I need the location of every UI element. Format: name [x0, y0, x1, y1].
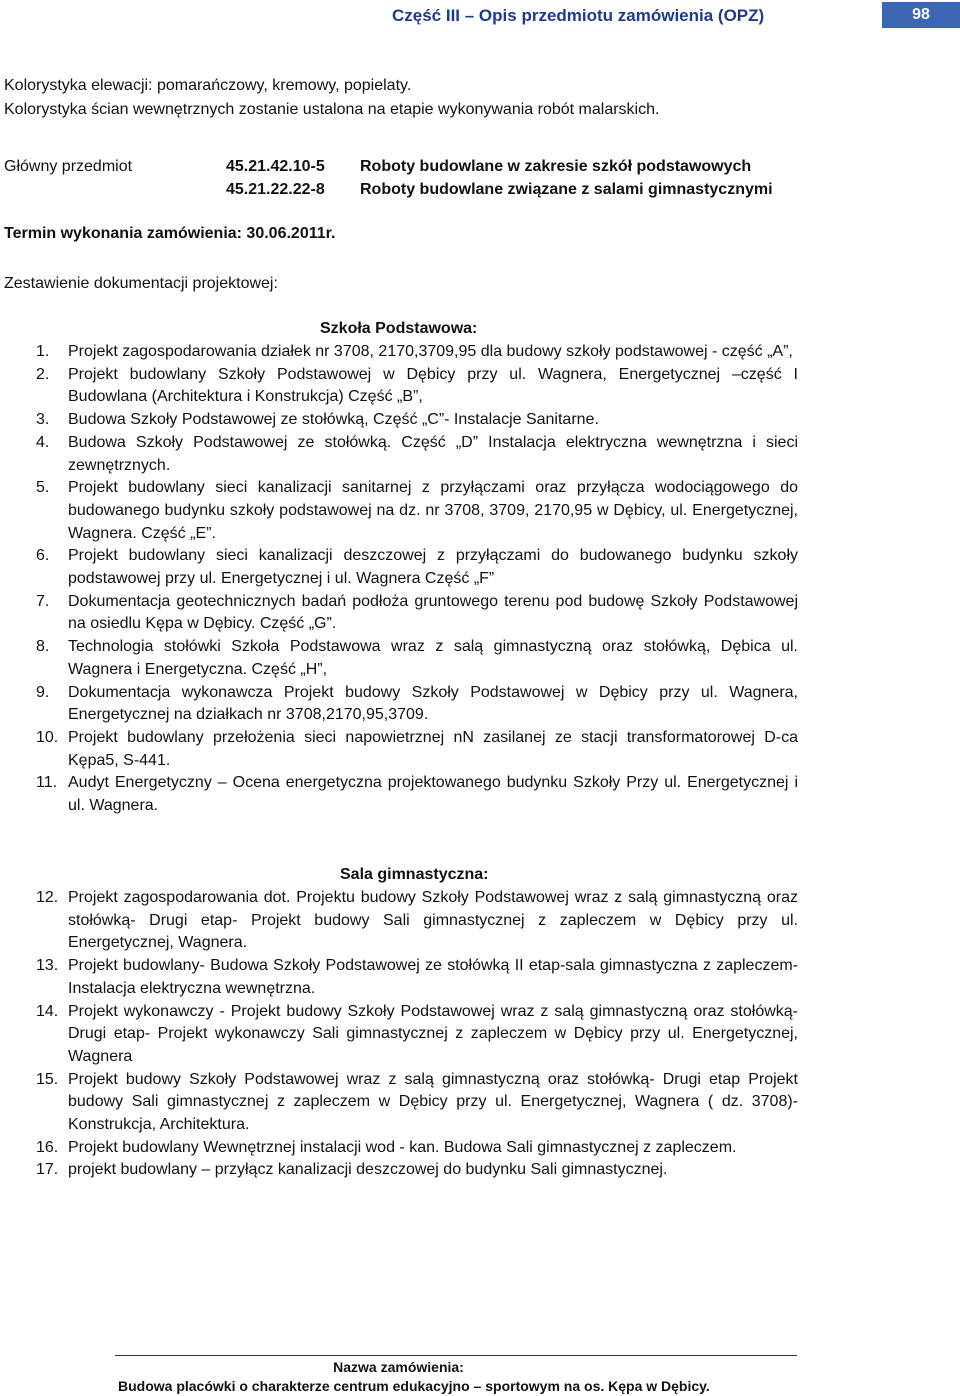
list-item [36, 772, 798, 817]
list-item-text: Projekt budowlany sieci kanalizacji deszczowej z przyłączami do budowanego budynku szkoły podstawowej przy ul. Energetycznej i ul. Wagnera Część „F” [68, 547, 798, 588]
list-item-text: Projekt wykonawczy - Projekt budowy Szkoły Podstawowej wraz z salą gimnastyczną oraz stołówką- Drugi etap- Projekt wykonawczy Sali gimnastycznej z zapleczem w Dębicy przy ul. Energetycznej, Wagnera [68, 1002, 798, 1065]
cpv-code-1: 45.21.42.10-5 [226, 158, 325, 175]
cpv-desc-1: Roboty budowlane w zakresie szkół podstawowych [360, 158, 752, 175]
list-item-text: Budowa Szkoły Podstawowej ze stołówką, Część „C”- Instalacje Sanitarne. [68, 411, 599, 429]
school-docs-list [36, 341, 798, 818]
list-item-text: Projekt zagospodarowania dot. Projektu budowy Szkoły Podstawowej wraz z salą gimnastyczną oraz stołówką- Drugi etap- Projekt budowy Sali gimnastycznej z zapleczem w Dębicy przy ul. Energetycznej, Wagnera. [68, 889, 798, 952]
list-item-text: Dokumentacja wykonawcza Projekt budowy Szkoły Podstawowej w Dębicy przy ul. Wagnera, Energetycznej na działkach nr 3708,2170,95,3709. [68, 683, 798, 724]
intro-colors-facade: Kolorystyka elewacji: pomarańczowy, kremowy, popielaty. [4, 77, 412, 94]
list-item-text: Projekt budowlany Szkoły Podstawowej w Dębicy przy ul. Wagnera, Energetycznej –część I Budowlana (Architektura i Konstrukcja) Część „B”, [68, 365, 798, 406]
cpv-desc-2: Roboty budowlane związane z salami gimnastycznymi [360, 181, 773, 198]
deadline: Termin wykonania zamówienia: 30.06.2011r. [4, 225, 336, 242]
intro-colors-walls: Kolorystyka ścian wewnętrznych zostanie ustalona na etapie wykonywania robót malarskich. [4, 101, 660, 118]
list-item-text: Audyt Energetyczny – Ocena energetyczna projektowanego budynku Szkoły Przy ul. Energetycznej i ul. Wagnera. [68, 774, 798, 815]
list-item-text: Projekt budowlany sieci kanalizacji sanitarnej z przyłączami oraz przyłącza wodociągowego do budowanego budynku szkoły podstawowej na dz. nr 3708, 3709, 2170,95 w Dębicy, ul. Energetycznej, Wagnera. Część „E”. [68, 479, 798, 542]
list-item-number: 5. [36, 479, 50, 497]
list-item-number: 7. [36, 592, 50, 610]
list-item-number: 2. [36, 365, 50, 383]
gym-heading: Sala gimnastyczna: [340, 866, 489, 883]
docs-title: Zestawienie dokumentacji projektowej: [4, 275, 278, 292]
list-item-text: Dokumentacja geotechnicznych badań podłoża gruntowego terenu pod budowę Szkoły Podstawowej na osiedlu Kępa w Dębicy. Część „G”. [68, 592, 798, 633]
footer-label: Nazwa zamówienia: [333, 1359, 464, 1375]
list-item-number: 16. [36, 1138, 59, 1156]
list-item-number: 3. [36, 411, 50, 429]
list-item-number: 13. [36, 957, 59, 975]
list-item [36, 545, 798, 590]
cpv-label: Główny przedmiot [4, 158, 133, 175]
page-header-title: Część III – Opis przedmiotu zamówienia (OPZ) [392, 6, 765, 25]
list-item-number: 10. [36, 728, 59, 746]
list-item-text: Technologia stołówki Szkoła Podstawowa wraz z salą gimnastyczną oraz stołówką, Dębica ul. Wagnera i Energetyczna. Część „H”, [68, 638, 798, 678]
list-item-text: Projekt budowlany Wewnętrznej instalacji wod - kan. Budowa Sali gimnastycznej z zapleczem. [68, 1138, 737, 1156]
footer-rule [115, 1355, 797, 1356]
list-item-number: 8. [36, 638, 50, 656]
list-item-number: 15. [36, 1070, 59, 1088]
gym-docs-list [36, 887, 798, 1182]
list-item [36, 1137, 798, 1160]
list-item-number: 1. [36, 343, 50, 360]
list-item-text: Projekt budowy Szkoły Podstawowej wraz z salą gimnastyczną oraz stołówką- Drugi etap Projekt budowy Sali gimnastycznej z zapleczem w Dębicy przy ul. Energetycznej, Wagnera ( dz. 3708)- Konstrukcja, Architektura. [68, 1070, 798, 1134]
list-item-text: Budowa Szkoły Podstawowej ze stołówką. Część „D” Instalacja elektryczna wewnętrzna i sieci zewnętrznych. [68, 433, 798, 474]
list-item [36, 591, 798, 636]
list-item [36, 432, 798, 477]
list-item-text: Projekt budowlany- Budowa Szkoły Podstawowej ze stołówką II etap-sala gimnastyczna z zapleczem- Instalacja elektryczna wewnętrzna. [68, 957, 798, 997]
list-item [36, 955, 798, 1000]
list-item-text: projekt budowlany – przyłącz kanalizacji deszczowej do budynku Sali gimnastycznej. [68, 1161, 668, 1179]
list-item-number: 12. [36, 889, 59, 906]
page-number-badge: 98 [882, 2, 960, 28]
list-item [36, 477, 798, 545]
list-item [36, 1069, 798, 1137]
list-item-text: Projekt budowlany przełożenia sieci napowietrznej nN zasilanej ze stacji transformatorowej D-ca Kępa5, S-441. [68, 728, 798, 769]
list-item-number: 6. [36, 547, 50, 565]
list-item [36, 636, 798, 681]
footer-order-name: Budowa placówki o charakterze centrum edukacyjno – sportowym na os. Kępa w Dębicy. [118, 1378, 710, 1394]
list-item [36, 364, 798, 409]
list-item [36, 727, 798, 772]
list-item-number: 4. [36, 433, 50, 451]
list-item-number: 9. [36, 683, 50, 701]
list-item-text: Projekt zagospodarowania działek nr 3708, 2170,3709,95 dla budowy szkoły podstawowej - część „A”, [68, 343, 793, 360]
list-item-number: 14. [36, 1002, 59, 1020]
list-item [36, 1159, 798, 1182]
list-item-number: 17. [36, 1161, 59, 1179]
list-item [36, 409, 798, 432]
school-heading: Szkoła Podstawowa: [320, 320, 478, 337]
list-item [36, 341, 798, 364]
cpv-code-2: 45.21.22.22-8 [226, 181, 325, 198]
list-item [36, 1001, 798, 1069]
list-item-number: 11. [36, 774, 58, 792]
list-item [36, 887, 798, 955]
list-item [36, 682, 798, 727]
